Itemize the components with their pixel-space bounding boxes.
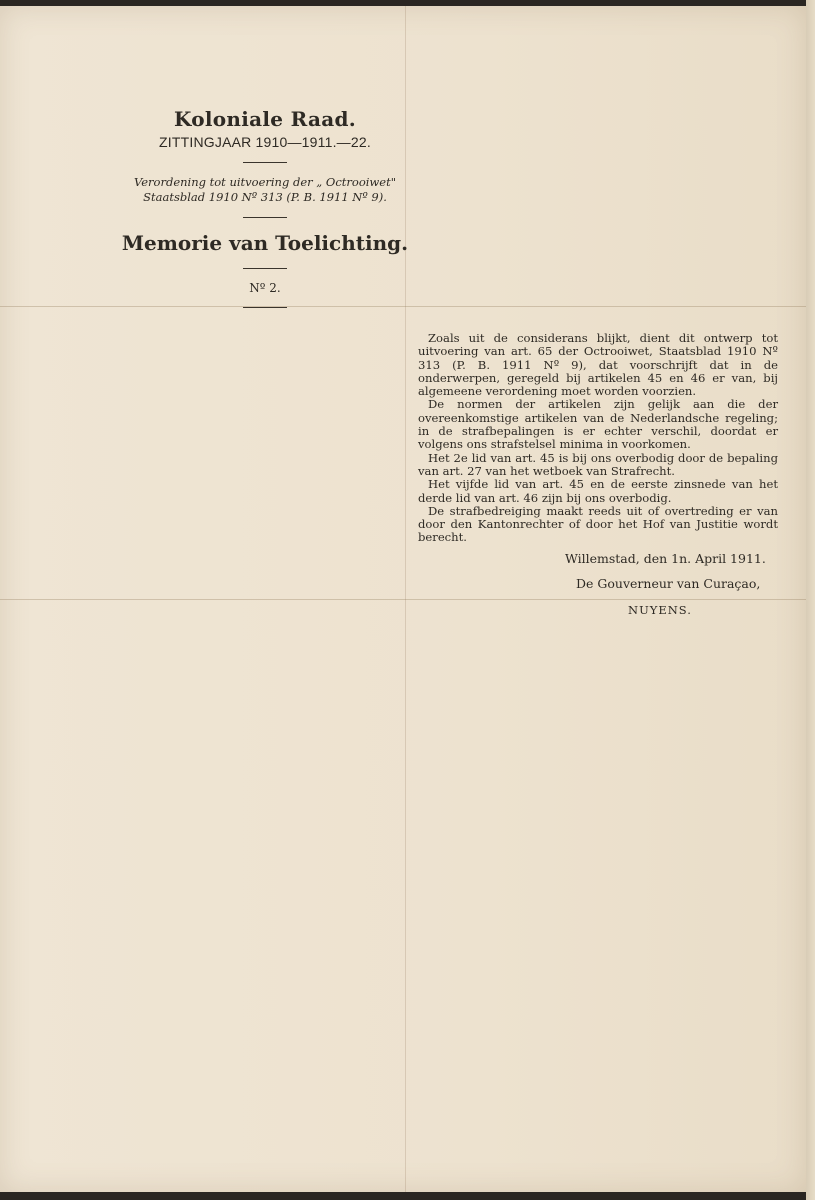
document-header [105, 106, 425, 320]
signatory-name: NUYENS. [628, 603, 692, 617]
explanatory-text [418, 332, 778, 545]
document-number: Nº 2. [249, 281, 281, 295]
memorie-heading: Memorie van Toelichting. [121, 231, 409, 255]
place-date: Willemstad, den 1n. April 1911. [565, 551, 766, 566]
council-title: Koloniale Raad. [173, 107, 357, 131]
divider [243, 268, 287, 269]
paragraph: Zoals uit de considerans blijkt, dient dit ontwerp tot uitvoering van art. 65 der Octrooiwet, Staatsblad 1910 Nº 313 (P. B. 1911 Nº 9), dat voorschrijft dat in de onderwerpen, geregeld bij artikelen 45 en 46 er van, bij algemeene verordening moet worden voorzien. [418, 331, 778, 399]
paragraph: Het vijfde lid van art. 45 en de eerste zinsnede van het derde lid van art. 46 zijn bij ons overbodig. [418, 477, 778, 505]
paragraph: Het 2e lid van art. 45 is bij ons overbodig door de bepaling van art. 27 van het wetboek van Strafrecht. [418, 450, 778, 478]
ordinance-subtitle-line1: Verordening tot uitvoering der „ Octrooiwet" [133, 175, 396, 189]
paragraph: De strafbedreiging maakt reeds uit of overtreding er van door den Kantonrechter of door het Hof van Justitie wordt berecht. [418, 503, 778, 545]
document-page [0, 6, 806, 1192]
governor-office: De Gouverneur van Curaçao, [576, 576, 761, 591]
session-year: ZITTINGJAAR 1910—1911.—22. [159, 134, 371, 150]
ordinance-subtitle-line2: Staatsblad 1910 Nº 313 (P. B. 1911 Nº 9). [143, 190, 387, 204]
page-edge [806, 0, 815, 1200]
divider [243, 307, 287, 308]
divider [243, 162, 287, 163]
fold-line-middle [0, 599, 806, 600]
paragraph: De normen der artikelen zijn gelijk aan die der overeenkomstige artikelen van de Nederlandsche regeling; in de strafbepalingen is er echter verschil, doordat er volgens ons strafstelsel minima in voorkomen. [418, 397, 778, 452]
divider [243, 217, 287, 218]
